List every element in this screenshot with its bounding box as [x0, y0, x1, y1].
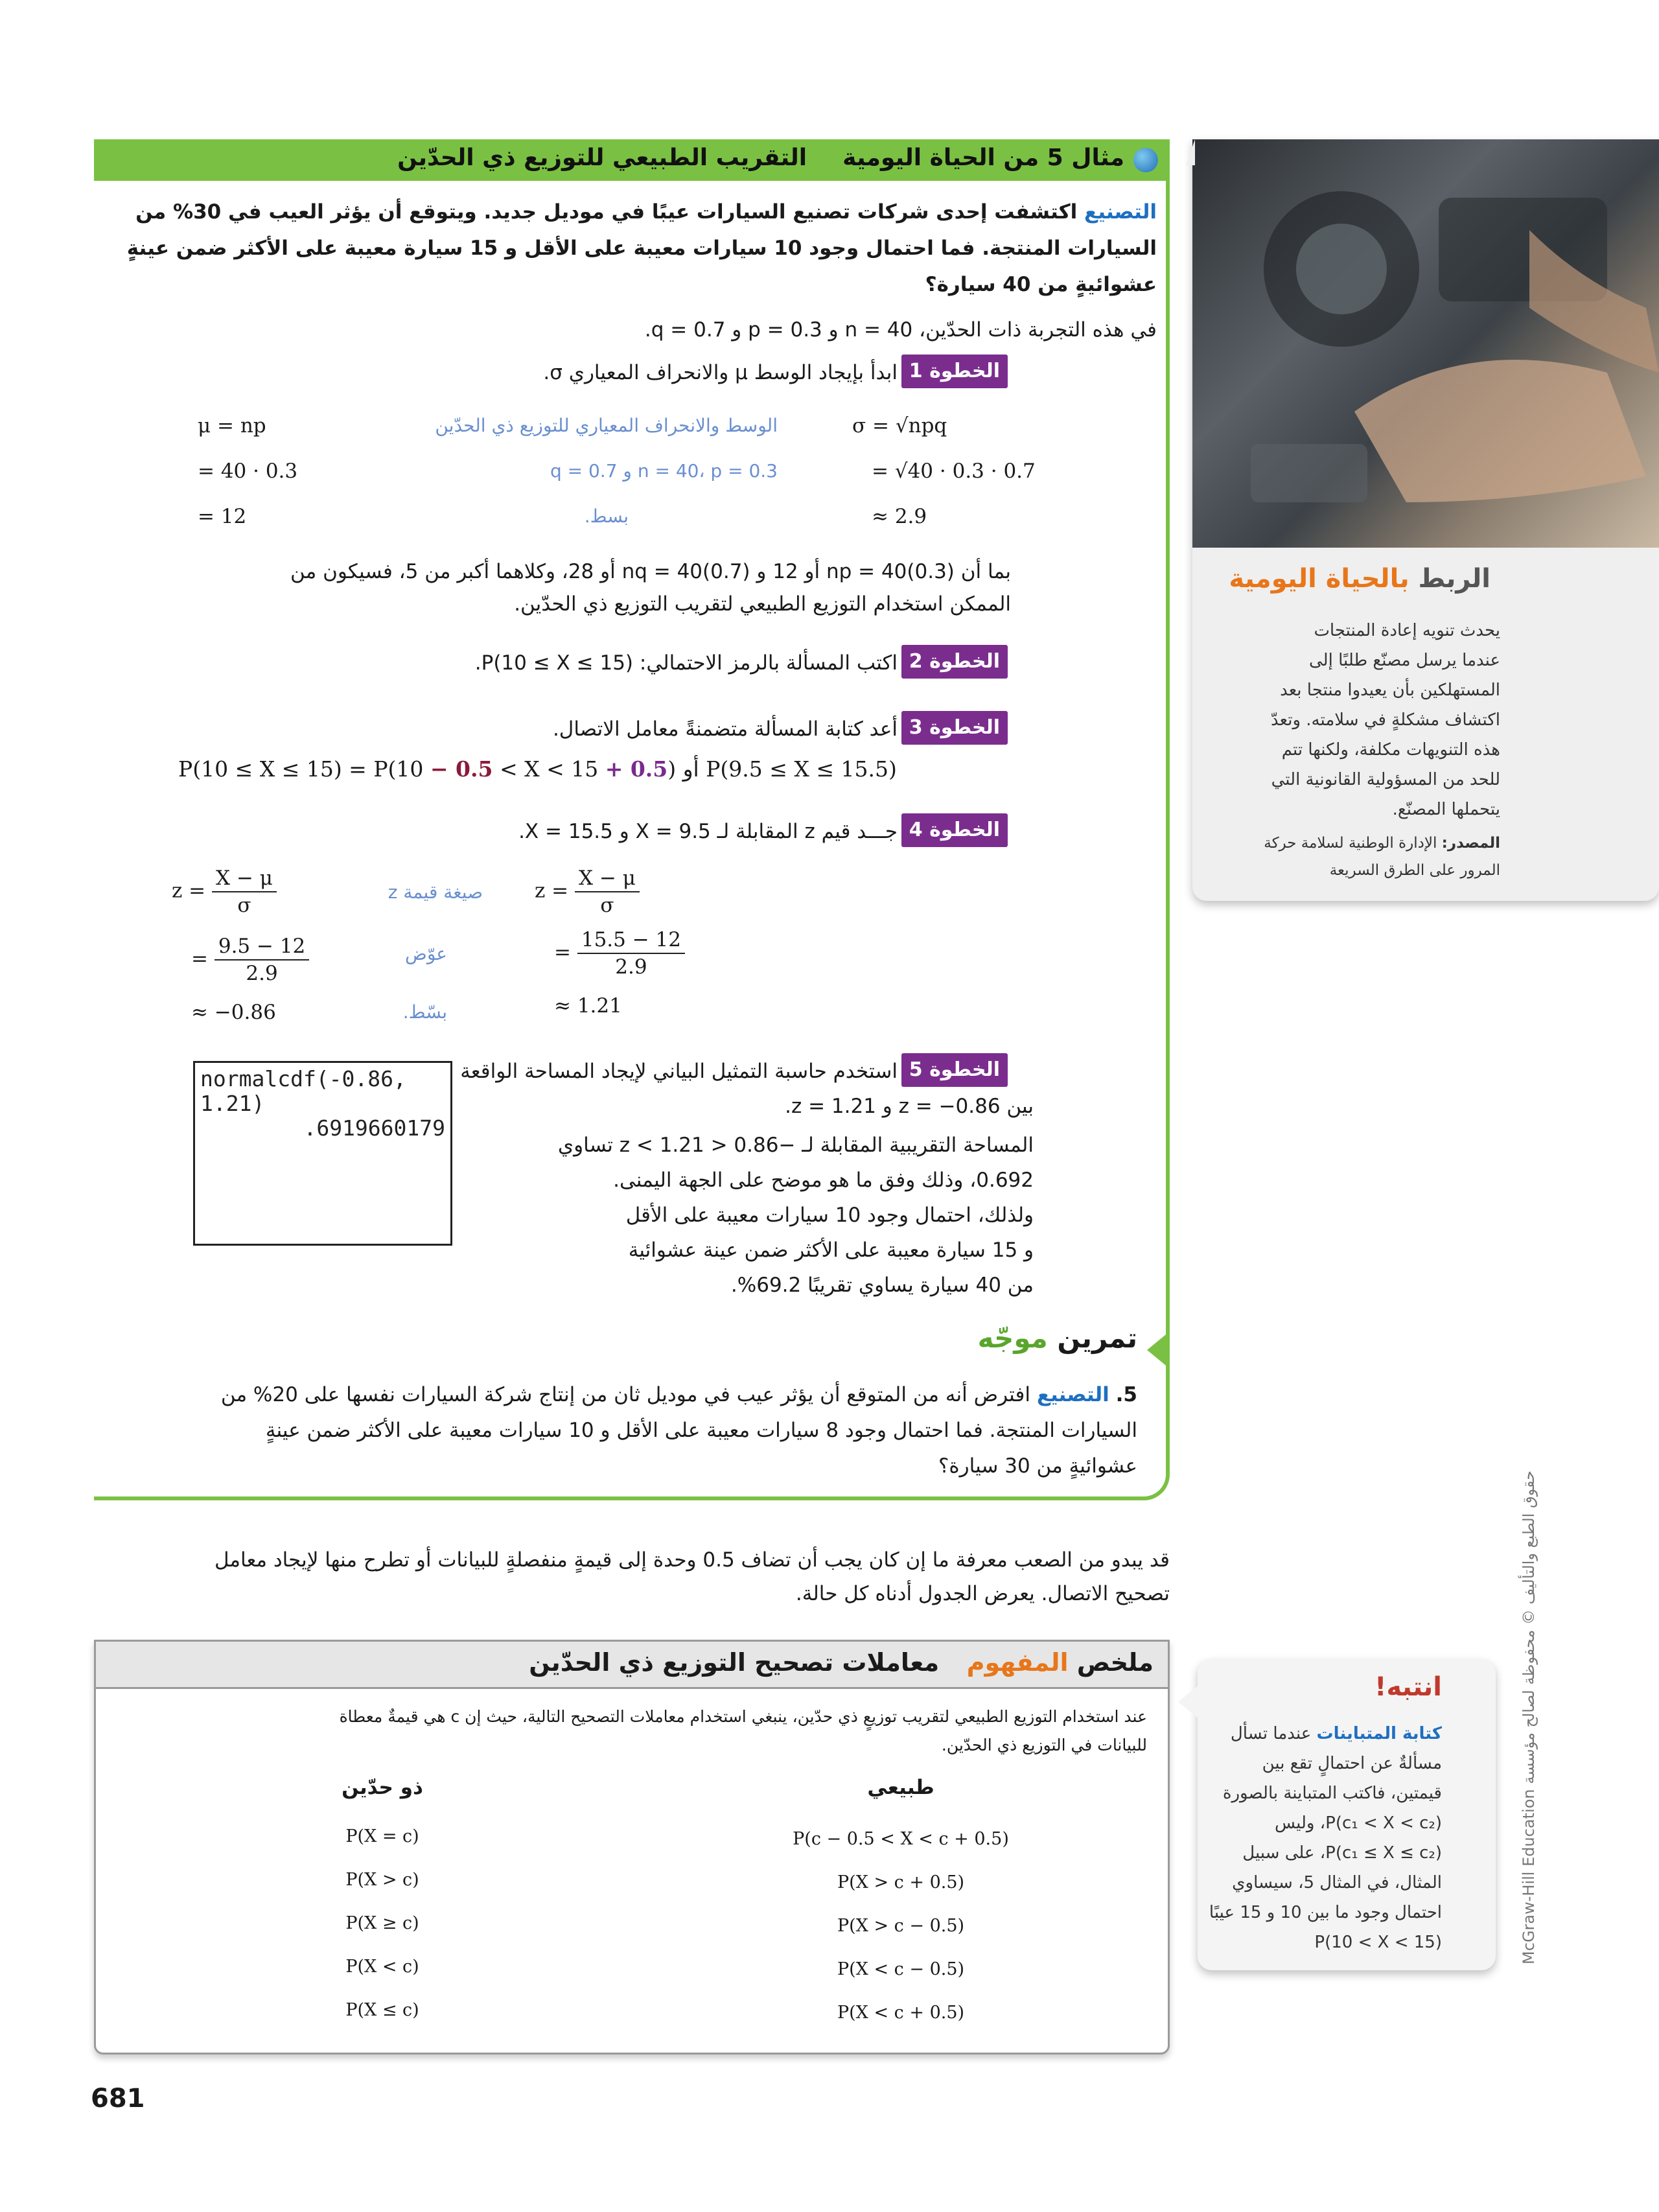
step-5-label: الخطوة 5	[901, 1053, 1008, 1087]
step-2-label: الخطوة 2	[901, 645, 1008, 679]
engine-illustration	[1192, 139, 1659, 548]
concept-intro-2: للبيانات في التوزيع ذي الحدّين.	[941, 1736, 1147, 1754]
table-row-3-binomial: P(X ≥ c)	[345, 1913, 419, 1933]
step-1-conclusion-2: الممكن استخدام التوزيع الطبيعي لتقريب التوزيع ذي الحدّين.	[514, 592, 1011, 616]
col-header-binomial: ذو حدّين	[342, 1776, 423, 1799]
watch-out-title: انتبه!	[1375, 1672, 1442, 1702]
example-label: مثال 5 من الحياة اليومية	[842, 145, 1124, 171]
note-simplify: بسط.	[584, 506, 629, 527]
z-right-substitute: = $\frac{15.5 - 12}{2.9}$	[554, 927, 685, 980]
note-substitute: n = 40، p = 0.3 و q = 0.7	[550, 460, 778, 482]
z-left-formula: z = $\frac{X - \mu}{\sigma}$	[172, 865, 277, 918]
body-line-1: قد يبدو من الصعب معرفة ما إن كان يجب أن تضاف 0.5 وحدة إلى قيمةٍ منفصلةٍ للبيانات أو تطرح منها لإيجاد معامل	[214, 1548, 1170, 1572]
globe-icon	[1133, 148, 1158, 172]
step-4-label: الخطوة 4	[901, 813, 1008, 847]
step-5-line-6: و 15 سيارة معيبة على الأكثر ضمن عينة عشوائية	[628, 1239, 1034, 1262]
note-mean-sd: الوسط والانحراف المعياري للتوزيع ذي الحدّين	[435, 415, 778, 436]
step-5-line-5: ولذلك، احتمال وجود 10 سيارات معيبة على الأقل	[625, 1204, 1034, 1227]
concept-summary-header	[94, 1640, 1170, 1689]
table-row-1-normal: P(c − 0.5 < X < c + 0.5)	[793, 1829, 1009, 1849]
z-right-formula: z = $\frac{X - \mu}{\sigma}$	[535, 865, 640, 918]
sigma-formula: σ = √npq	[852, 414, 947, 437]
mu-formula: μ = np	[198, 414, 266, 437]
table-row-2-binomial: P(X > c)	[345, 1870, 419, 1890]
example-header	[94, 139, 1170, 181]
step-4-text: جـــد قيم z المقابلة لـ X = 9.5 و X = 15.5.	[518, 820, 898, 843]
problem-line-2: السيارات المنتجة. فما احتمال وجود 10 سيارات معيبة على الأقل و 15 سيارة معيبة على الأكثر ضمن عينةٍ	[126, 237, 1157, 260]
step-3-text: أعد كتابة المسألة متضمنةً معامل الاتصال.	[552, 717, 898, 741]
step-5-line-3: المساحة التقريبية المقابلة لـ −0.86 < z < 1.21 تساوي	[557, 1134, 1034, 1157]
guided-line-3: عشوائيةٍ من 30 سيارة؟	[938, 1454, 1137, 1478]
table-row-5-binomial: P(X ≤ c)	[345, 2000, 419, 2020]
intro-text: في هذه التجربة ذات الحدّين، n = 40 و p = 0.3 و q = 0.7.	[644, 318, 1157, 342]
table-row-3-normal: P(X > c − 0.5)	[837, 1916, 965, 1936]
step-1-conclusion-1: بما أن np = 40(0.3) أو 12 و nq = 40(0.7) أو 28، وكلاهما أكبر من 5، فسيكون من	[290, 560, 1011, 583]
step-2-text: اكتب المسألة بالرمز الاحتمالي: P(10 ≤ X ≤ 15).	[474, 651, 898, 675]
table-row-2-normal: P(X > c + 0.5)	[837, 1872, 965, 1892]
z-left-result: ≈ −0.86	[191, 1001, 276, 1024]
page-number: 681	[91, 2084, 145, 2113]
note-simplify-2: بسّط.	[402, 1001, 447, 1023]
guided-line-1: 5. التصنيع افترض أنه من المتوقع أن يؤثر عيب في موديل ثان من إنتاج شركة السيارات نفسها على 20% من	[220, 1383, 1137, 1406]
callout-pointer-icon	[1178, 1685, 1199, 1719]
guided-line-2: السيارات المنتجة. فما احتمال وجود 8 سيارات معيبة على الأقل و 10 سيارات معيبة على الأكثر ضمن عينةٍ	[265, 1419, 1137, 1442]
problem-line-3: عشوائيةٍ من 40 سيارة؟	[925, 273, 1157, 296]
guided-arrow-icon	[1147, 1332, 1169, 1368]
calc-result: .6919660179	[303, 1115, 445, 1141]
step-5-line-7: من 40 سيارة يساوي تقريبًا 69.2%.	[730, 1274, 1034, 1297]
step-1-label: الخطوة 1	[901, 355, 1008, 388]
real-world-title: الربط بالحياة اليومية	[1229, 564, 1491, 594]
concept-title: معاملات تصحيح التوزيع ذي الحدّين	[529, 1648, 940, 1677]
concept-heading: ملخص المفهوم معاملات تصحيح التوزيع ذي الحدّين	[529, 1648, 1154, 1677]
step-3-label: الخطوة 3	[901, 711, 1008, 745]
calculator-screen	[193, 1061, 452, 1246]
step-5-line-1: استخدم حاسبة التمثيل البياني لإيجاد المساحة الواقعة	[460, 1060, 898, 1083]
mu-result: = 12	[198, 505, 247, 528]
table-row-1-binomial: P(X = c)	[345, 1826, 419, 1846]
col-header-normal: طبيعي	[867, 1776, 934, 1799]
table-row-4-normal: P(X < c − 0.5)	[837, 1959, 965, 1979]
example-title: التقريب الطبيعي للتوزيع ذي الحدّين	[397, 145, 807, 171]
copyright-text: حقوق الطبع والتأليف © محفوظة لصالح مؤسسة McGraw-Hill Education	[1520, 1471, 1538, 1964]
concept-intro-1: عند استخدام التوزيع الطبيعي لتقريب توزيعٍ ذي حدّين، ينبغي استخدام معاملات التصحيح التالية، حيث إن c هي قيمةٌ معطاة	[339, 1707, 1147, 1726]
problem-tag: التصنيع	[1084, 200, 1157, 224]
step-1-text: ابدأ بإيجاد الوسط μ والانحراف المعياري σ.	[543, 361, 898, 384]
step-5-line-2: بين z = −0.86 و z = 1.21.	[785, 1095, 1034, 1118]
z-left-substitute: = $\frac{9.5 - 12}{2.9}$	[191, 933, 309, 986]
z-right-result: ≈ 1.21	[554, 994, 622, 1018]
guided-practice-title: تمرين موجّه	[977, 1322, 1137, 1354]
body-line-2: تصحيح الاتصال. يعرض الجدول أدناه كل حالة.	[795, 1582, 1170, 1605]
table-row-4-binomial: P(X < c)	[345, 1957, 419, 1977]
table-row-5-normal: P(X < c + 0.5)	[837, 2003, 965, 2023]
mu-substitute: = 40 · 0.3	[198, 460, 298, 483]
note-substitute-2: عوّض	[404, 943, 447, 964]
real-world-text: يحدث تنويه إعادة المنتجات عندما يرسل مصنّع طلبًا إلى المستهلكين بأن يعيدوا منتجا بعد اكتشاف مشكلةٍ في سلامته. وتعدّ هذه التنويهات مكلفة، ولكنها تتم للحد من المسؤولية القانونية التي يتحملها المصنّع.	[1271, 621, 1500, 819]
guided-tag: التصنيع	[1036, 1383, 1109, 1406]
sigma-result: ≈ 2.9	[872, 505, 927, 528]
problem-line-1: التصنيع اكتشفت إحدى شركات تصنيع السيارات عيبًا في موديل جديد. ويتوقع أن يؤثر العيب في 30% من	[135, 200, 1157, 224]
continuity-equation: P(10 ≤ X ≤ 15) = P(10 − 0.5 < X < 15 + 0.5) أو P(9.5 ≤ X ≤ 15.5)	[178, 756, 897, 782]
calc-line-1: normalcdf(-0.86,	[200, 1066, 406, 1091]
real-world-source: المصدر: الإدارة الوطنية لسلامة حركة المرور على الطرق السريعة	[1264, 835, 1500, 879]
step-5-line-4: 0.692، وذلك وفق ما هو موضح على الجهة اليمنى.	[613, 1169, 1034, 1192]
watch-out-text: كتابة المتباينات عندما تسأل مسألةٌ عن احتمالٍ تقع بين قيمتين، فاكتب المتباينة بالصورة P(c₁ < X < c₂)، وليس P(c₁ ≤ X ≤ c₂)، على سبيل المثال، في المثال 5، سيساوي احتمال وجود ما بين 10 و 15 عيبًا P(10 < X < 15)	[1209, 1724, 1442, 1952]
sigma-substitute: = √40 · 0.3 · 0.7	[872, 460, 1036, 483]
sidebar-notch-icon	[1186, 139, 1195, 165]
calc-line-2: 1.21)	[200, 1091, 265, 1116]
example-heading	[397, 145, 1124, 171]
car-engine-photo	[1192, 139, 1659, 548]
note-z-formula: صيغة قيمة z	[388, 881, 483, 903]
